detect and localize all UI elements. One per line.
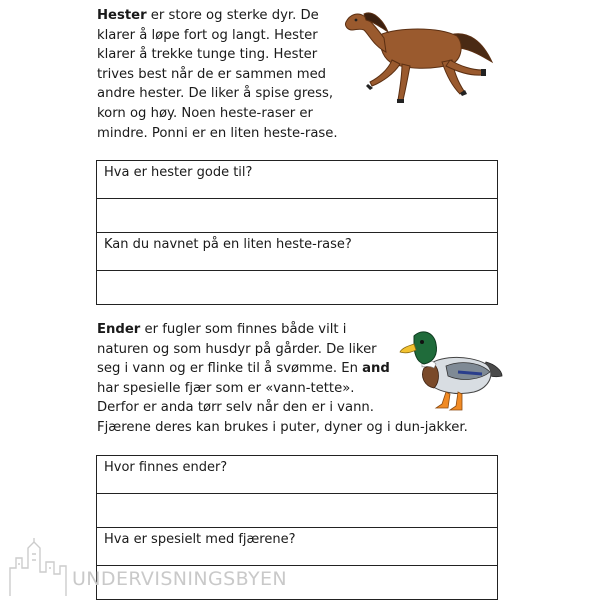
horse-illustration bbox=[342, 4, 494, 106]
horse-line-4: trives best når de er sammen med bbox=[97, 66, 327, 82]
duck-line-5: Derfor er anda tørr selv når den er i vann. bbox=[97, 400, 374, 416]
horse-question-2: Kan du navnet på en liten heste-rase? bbox=[97, 233, 498, 271]
brand-name: UNDERVISNINGSBYEN bbox=[72, 568, 288, 590]
duck-answer-1[interactable] bbox=[97, 494, 498, 528]
duck-line-4: har spesielle fjær som er «vann-tette». bbox=[97, 380, 355, 396]
duck-line-6: Fjærene deres kan brukes i puter, dyner og i dun-jakker. bbox=[97, 419, 468, 435]
duck-line-1: er fugler som finnes både vilt i bbox=[140, 322, 347, 337]
duck-question-2: Hva er spesielt med fjærene? bbox=[97, 528, 498, 566]
horse-answer-2[interactable] bbox=[97, 271, 498, 305]
horse-line-5: andre hester. De liker å spise gress, bbox=[97, 86, 334, 102]
horse-line-7: mindre. Ponni er en liten heste-rase. bbox=[97, 125, 338, 141]
horse-line-3: klarer å trekke tunge ting. Hester bbox=[97, 47, 318, 63]
horse-question-1: Hva er hester gode til? bbox=[97, 161, 498, 199]
duck-line-3: seg i vann og er flinke til å svømme. En bbox=[97, 361, 363, 377]
horse-paragraph bbox=[97, 6, 347, 143]
horse-line-2: klarer å løpe fort og langt. Hester bbox=[97, 27, 318, 43]
horse-questions-table bbox=[96, 160, 498, 305]
duck-line-2: naturen og som husdyr på gårder. De liker bbox=[97, 341, 377, 357]
horse-line-1: er store og sterke dyr. De bbox=[146, 8, 319, 23]
duck-title-word: Ender bbox=[97, 322, 141, 337]
duck-question-1: Hvor finnes ender? bbox=[97, 456, 498, 494]
horse-answer-1[interactable] bbox=[97, 199, 498, 233]
duck-illustration bbox=[398, 322, 504, 414]
horse-title-word: Hester bbox=[97, 8, 147, 23]
horse-line-6: korn og høy. Noen heste-raser er bbox=[97, 105, 313, 121]
duck-bold-word: and bbox=[362, 361, 390, 377]
